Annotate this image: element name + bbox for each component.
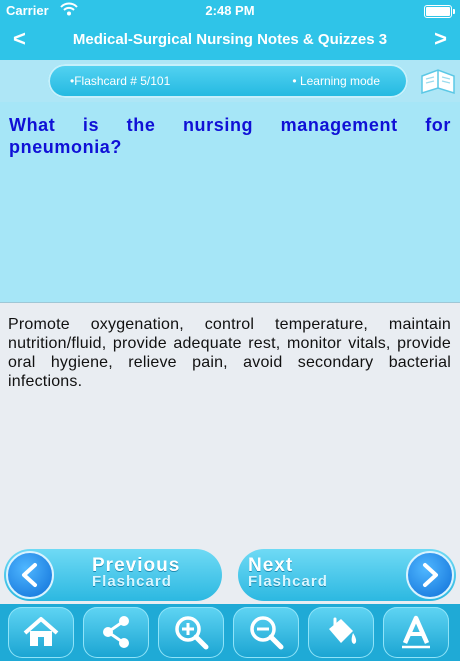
next-label-top: Next — [248, 555, 294, 576]
mode-label: • Learning mode — [292, 74, 380, 88]
previous-label-bottom: Flashcard — [92, 573, 172, 590]
info-strip — [0, 60, 460, 102]
font-size-button[interactable] — [383, 607, 449, 658]
page-title: Medical-Surgical Nursing Notes & Quizzes 3 — [72, 31, 388, 48]
next-label-bottom: Flashcard — [248, 573, 328, 590]
zoom-out-button[interactable] — [233, 607, 299, 658]
next-flashcard-button[interactable] — [238, 549, 456, 601]
next-label — [248, 557, 328, 589]
share-button[interactable] — [83, 607, 149, 658]
previous-flashcard-button[interactable] — [4, 549, 222, 601]
previous-label-top: Previous — [92, 555, 181, 576]
flashcard-counter: •Flashcard # 5/101 — [70, 74, 171, 88]
bottom-toolbar — [0, 604, 460, 661]
question-panel — [0, 102, 460, 302]
arrow-left-icon — [6, 551, 54, 599]
status-bar — [0, 0, 460, 22]
clock: 2:48 PM — [205, 3, 255, 18]
home-button[interactable] — [8, 607, 74, 658]
chevron-right-icon[interactable]: > — [434, 26, 447, 51]
info-pill — [48, 64, 408, 98]
theme-color-button[interactable] — [308, 607, 374, 658]
answer-text: Promote oxygenation, control temperature, maintain nutrition/fluid, provide adequate rest, monitor vitals, provide oral hygiene, relieve pain, avoid secondary bacterial infections. — [8, 316, 451, 390]
question-text: What is the nursing management for pneumonia? — [9, 115, 451, 157]
book-icon[interactable] — [420, 66, 456, 96]
nav-bar — [0, 22, 460, 60]
answer-panel — [0, 302, 460, 547]
arrow-right-icon — [406, 551, 454, 599]
zoom-in-button[interactable] — [158, 607, 224, 658]
chevron-left-icon[interactable]: < — [13, 26, 26, 51]
previous-label — [92, 557, 180, 589]
carrier-label: Carrier — [6, 3, 49, 18]
battery-icon — [424, 5, 452, 18]
flashcard-navigation — [0, 546, 460, 604]
